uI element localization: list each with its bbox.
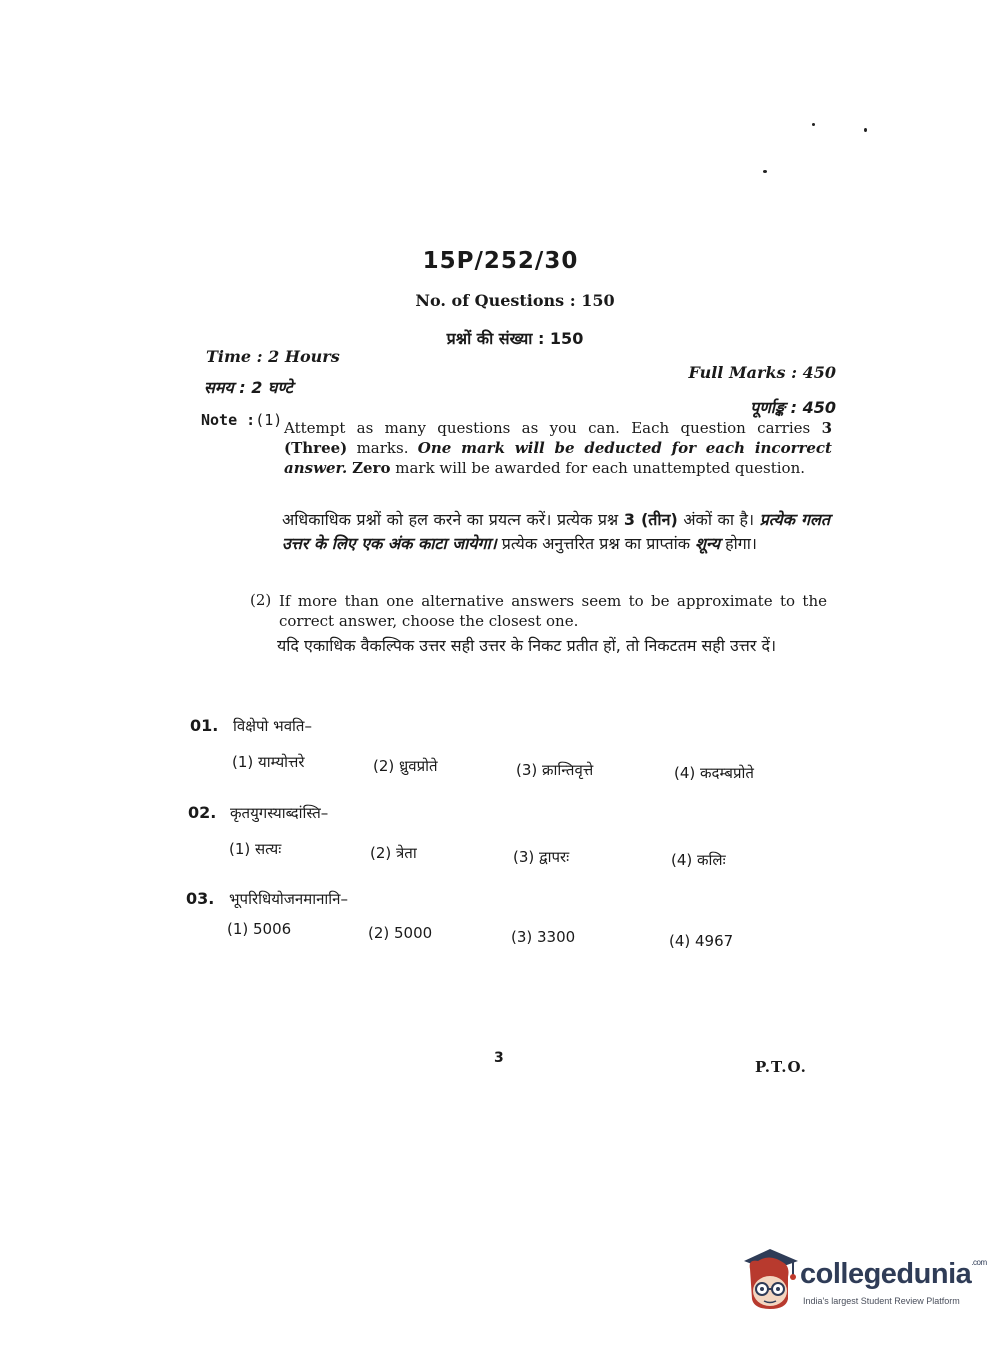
question-number: 01. bbox=[190, 716, 219, 735]
note-item-1-marks: 3 (Three) bbox=[284, 419, 832, 457]
note-item-1-hindi-zero: शून्य bbox=[695, 534, 720, 553]
note-item-1-text: marks. bbox=[347, 439, 418, 457]
watermark-suffix: .com bbox=[971, 1258, 987, 1267]
number-of-questions: No. of Questions : 150 bbox=[415, 291, 615, 310]
question-text: भूपरिधियोजनमानानि– bbox=[229, 890, 349, 908]
note-item-1-text: mark will be awarded for each unattempted question. bbox=[390, 459, 806, 477]
answer-option: (4) कदम्बप्रोते bbox=[674, 764, 754, 782]
graduate-mascot-icon bbox=[740, 1247, 802, 1313]
answer-option: (2) ध्रुवप्रोते bbox=[373, 757, 438, 775]
note-item-1 bbox=[284, 418, 832, 478]
page-number: 3 bbox=[494, 1050, 504, 1066]
note-item-1-hindi-text: प्रत्येक अनुत्तरित प्रश्न का प्राप्तांक bbox=[496, 534, 696, 553]
note-item-1-zero: Zero bbox=[352, 459, 391, 477]
note-item-1-text: Attempt as many questions as you can. Each question carries bbox=[284, 419, 822, 437]
paper-code: 15P/252/30 bbox=[422, 248, 579, 274]
note-item-1-hindi-text: अंकों का है। bbox=[677, 510, 760, 529]
watermark-brand-name-text: collegedunia bbox=[800, 1258, 972, 1290]
note-item-1-negative-marking: One mark will be deducted for each incorrect answer. bbox=[284, 439, 832, 477]
full-marks: Full Marks : 450 bbox=[688, 363, 836, 382]
note-item-1-hindi-text: अधिकाधिक प्रश्नों को हल करने का प्रयत्न करें। प्रत्येक प्रश्न bbox=[282, 510, 624, 529]
note-item-1-number: (1) bbox=[255, 411, 283, 429]
answer-option: (1) याम्योत्तरे bbox=[232, 753, 305, 771]
question-number: 03. bbox=[186, 889, 215, 908]
answer-option: (3) 3300 bbox=[511, 928, 576, 946]
answer-option: (4) कलिः bbox=[671, 851, 726, 869]
note-item-1-hindi-marks: 3 (तीन) bbox=[623, 510, 678, 529]
answer-option: (1) सत्यः bbox=[229, 840, 282, 858]
note-item-2-number: (2) bbox=[250, 591, 272, 609]
time-allowed: Time : 2 Hours bbox=[206, 347, 340, 366]
answer-option: (2) त्रेता bbox=[370, 844, 417, 862]
full-marks-hindi: पूर्णाङ्क : 450 bbox=[750, 398, 836, 417]
watermark-tagline: India's largest Student Review Platform bbox=[803, 1296, 960, 1306]
time-allowed-hindi: समय : 2 घण्टे bbox=[204, 378, 293, 397]
note-item-1-hindi-negative-marking: प्रत्येक गलत उत्तर के लिए एक अंक काटा जायेगा। bbox=[282, 510, 830, 553]
answer-option: (3) द्वापरः bbox=[513, 848, 570, 866]
note-item-1-hindi bbox=[282, 508, 830, 556]
watermark-brand-name bbox=[800, 1258, 987, 1291]
answer-option: (1) 5006 bbox=[227, 920, 292, 938]
question-text: कृतयुगस्याब्दांस्ति– bbox=[230, 804, 329, 822]
answer-option: (4) 4967 bbox=[669, 932, 734, 950]
question-number: 02. bbox=[188, 803, 217, 822]
speck bbox=[864, 128, 867, 132]
note-item-2: If more than one alternative answers seem to be approximate to the correct answer, choose the closest one. bbox=[279, 592, 827, 630]
speck bbox=[763, 170, 767, 173]
question-text: विक्षेपो भवति– bbox=[233, 717, 312, 735]
answer-option: (3) क्रान्तिवृत्ते bbox=[516, 761, 594, 779]
note-item-2-hindi: यदि एकाधिक वैकल्पिक उत्तर सही उत्तर के निकट प्रतीत हों, तो निकटतम सही उत्तर दें। bbox=[277, 636, 777, 655]
note-item-1-hindi-text: होगा। bbox=[719, 534, 757, 553]
note-label bbox=[201, 411, 282, 429]
note-label-text: Note : bbox=[201, 411, 256, 429]
answer-option: (2) 5000 bbox=[368, 924, 433, 942]
number-of-questions-hindi: प्रश्नों की संख्या : 150 bbox=[446, 329, 584, 348]
speck bbox=[812, 123, 815, 126]
please-turn-over: P.T.O. bbox=[755, 1058, 807, 1076]
